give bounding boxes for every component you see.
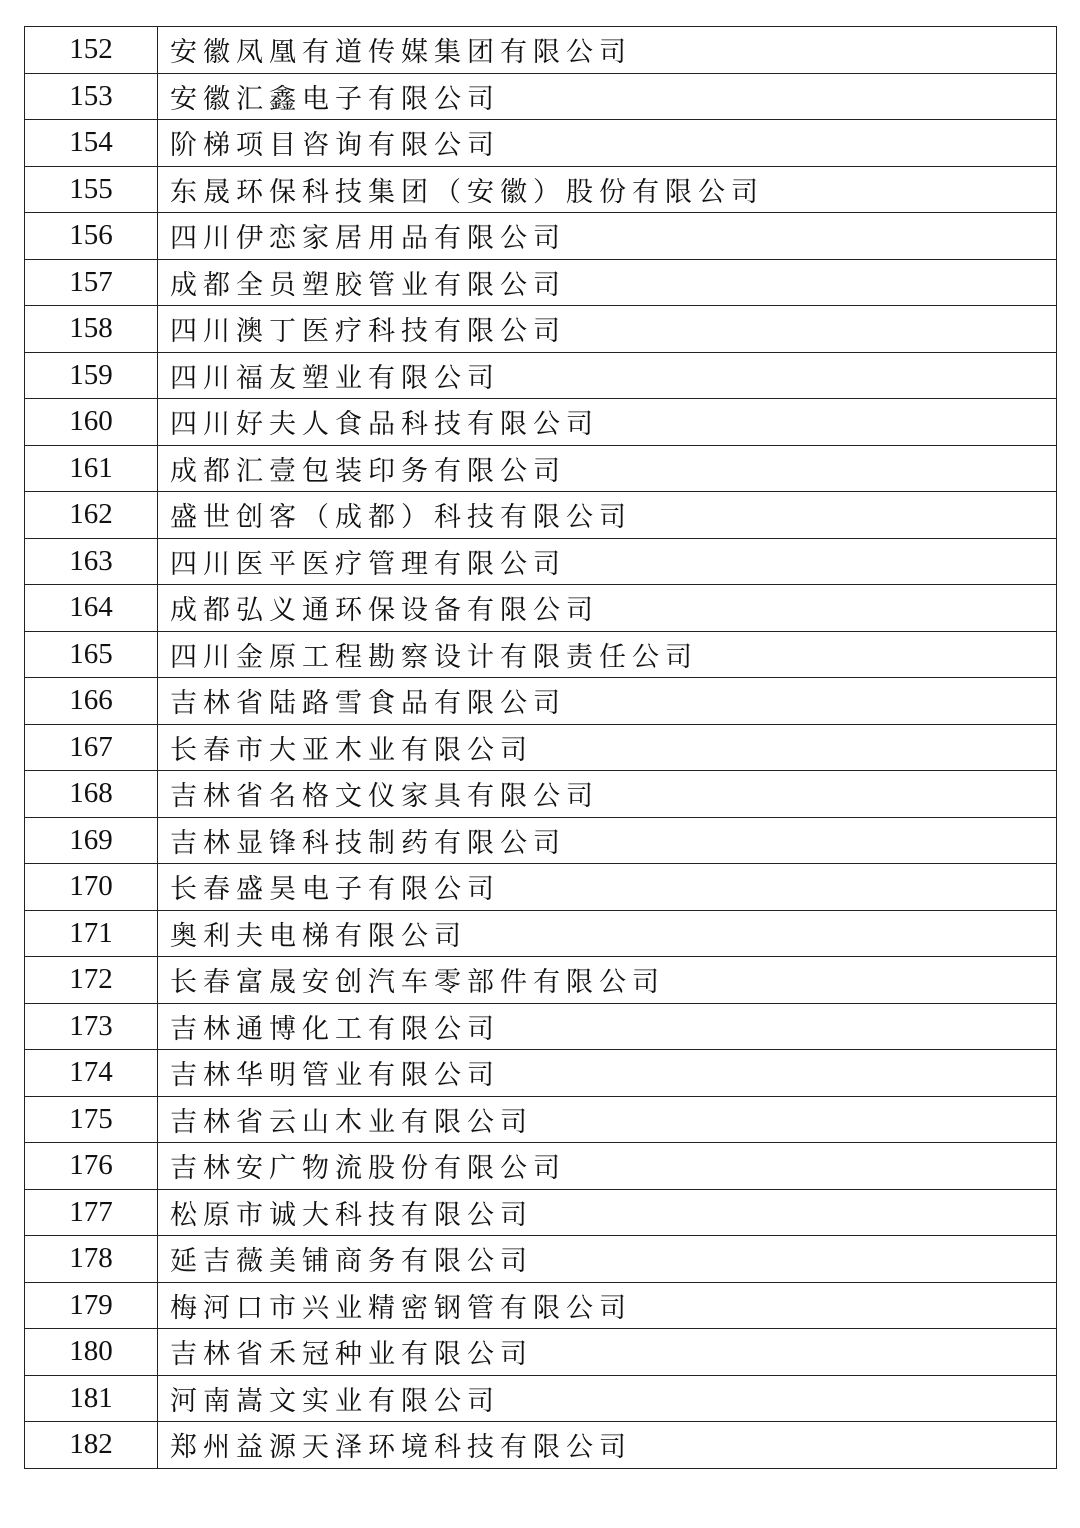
company-name-cell: 长春富晟安创汽车零部件有限公司 [158, 957, 1057, 1004]
row-number-cell: 182 [25, 1422, 158, 1469]
table-row [25, 27, 1057, 74]
company-name-cell: 四川澳丁医疗科技有限公司 [158, 306, 1057, 353]
table-row [25, 585, 1057, 632]
row-number-cell: 155 [25, 166, 158, 213]
row-number-cell: 177 [25, 1189, 158, 1236]
row-number-cell: 175 [25, 1096, 158, 1143]
company-name-cell: 奥利夫电梯有限公司 [158, 910, 1057, 957]
row-number-cell: 156 [25, 213, 158, 260]
row-number-cell: 158 [25, 306, 158, 353]
table-row [25, 678, 1057, 725]
row-number-cell: 176 [25, 1143, 158, 1190]
table-row [25, 1236, 1057, 1283]
company-list-table [24, 26, 1057, 1469]
company-name-cell: 东晟环保科技集团（安徽）股份有限公司 [158, 166, 1057, 213]
company-name-cell: 吉林通博化工有限公司 [158, 1003, 1057, 1050]
row-number-cell: 170 [25, 864, 158, 911]
company-name-cell: 松原市诚大科技有限公司 [158, 1189, 1057, 1236]
company-name-cell: 吉林省禾冠种业有限公司 [158, 1329, 1057, 1376]
table-row [25, 817, 1057, 864]
company-name-cell: 吉林省名格文仪家具有限公司 [158, 771, 1057, 818]
table-row [25, 1143, 1057, 1190]
table-row [25, 957, 1057, 1004]
table-row [25, 771, 1057, 818]
company-name-cell: 四川医平医疗管理有限公司 [158, 538, 1057, 585]
table-row [25, 1003, 1057, 1050]
table-row [25, 1422, 1057, 1469]
company-name-cell: 四川好夫人食品科技有限公司 [158, 399, 1057, 446]
company-name-cell: 安徽凤凰有道传媒集团有限公司 [158, 27, 1057, 74]
table-row [25, 120, 1057, 167]
table-row [25, 445, 1057, 492]
row-number-cell: 159 [25, 352, 158, 399]
company-name-cell: 成都全员塑胶管业有限公司 [158, 259, 1057, 306]
table-row [25, 538, 1057, 585]
table-row [25, 352, 1057, 399]
table-row [25, 259, 1057, 306]
company-name-cell: 吉林安广物流股份有限公司 [158, 1143, 1057, 1190]
row-number-cell: 164 [25, 585, 158, 632]
company-name-cell: 吉林华明管业有限公司 [158, 1050, 1057, 1097]
table-row [25, 213, 1057, 260]
company-name-cell: 长春市大亚木业有限公司 [158, 724, 1057, 771]
company-name-cell: 吉林省云山木业有限公司 [158, 1096, 1057, 1143]
company-name-cell: 吉林省陆路雪食品有限公司 [158, 678, 1057, 725]
table-row [25, 864, 1057, 911]
company-name-cell: 延吉薇美铺商务有限公司 [158, 1236, 1057, 1283]
row-number-cell: 152 [25, 27, 158, 74]
company-name-cell: 吉林显锋科技制药有限公司 [158, 817, 1057, 864]
row-number-cell: 165 [25, 631, 158, 678]
company-name-cell: 成都汇壹包装印务有限公司 [158, 445, 1057, 492]
table-row [25, 724, 1057, 771]
row-number-cell: 161 [25, 445, 158, 492]
row-number-cell: 173 [25, 1003, 158, 1050]
row-number-cell: 181 [25, 1375, 158, 1422]
company-name-cell: 盛世创客（成都）科技有限公司 [158, 492, 1057, 539]
table-row [25, 910, 1057, 957]
table-row [25, 1282, 1057, 1329]
row-number-cell: 154 [25, 120, 158, 167]
table-row [25, 492, 1057, 539]
company-name-cell: 河南嵩文实业有限公司 [158, 1375, 1057, 1422]
company-name-cell: 四川金原工程勘察设计有限责任公司 [158, 631, 1057, 678]
company-name-cell: 长春盛昊电子有限公司 [158, 864, 1057, 911]
row-number-cell: 180 [25, 1329, 158, 1376]
row-number-cell: 157 [25, 259, 158, 306]
row-number-cell: 172 [25, 957, 158, 1004]
row-number-cell: 153 [25, 73, 158, 120]
company-list-body [25, 27, 1057, 1469]
table-row [25, 1050, 1057, 1097]
table-row [25, 1189, 1057, 1236]
row-number-cell: 167 [25, 724, 158, 771]
table-row [25, 1096, 1057, 1143]
company-name-cell: 安徽汇鑫电子有限公司 [158, 73, 1057, 120]
company-name-cell: 阶梯项目咨询有限公司 [158, 120, 1057, 167]
row-number-cell: 166 [25, 678, 158, 725]
row-number-cell: 160 [25, 399, 158, 446]
table-row [25, 631, 1057, 678]
company-name-cell: 四川伊恋家居用品有限公司 [158, 213, 1057, 260]
row-number-cell: 168 [25, 771, 158, 818]
company-name-cell: 梅河口市兴业精密钢管有限公司 [158, 1282, 1057, 1329]
row-number-cell: 174 [25, 1050, 158, 1097]
row-number-cell: 171 [25, 910, 158, 957]
row-number-cell: 169 [25, 817, 158, 864]
company-name-cell: 郑州益源天泽环境科技有限公司 [158, 1422, 1057, 1469]
row-number-cell: 179 [25, 1282, 158, 1329]
company-name-cell: 四川福友塑业有限公司 [158, 352, 1057, 399]
row-number-cell: 162 [25, 492, 158, 539]
table-row [25, 166, 1057, 213]
table-row [25, 73, 1057, 120]
table-row [25, 306, 1057, 353]
row-number-cell: 178 [25, 1236, 158, 1283]
table-row [25, 1375, 1057, 1422]
table-row [25, 399, 1057, 446]
row-number-cell: 163 [25, 538, 158, 585]
company-name-cell: 成都弘义通环保设备有限公司 [158, 585, 1057, 632]
table-row [25, 1329, 1057, 1376]
